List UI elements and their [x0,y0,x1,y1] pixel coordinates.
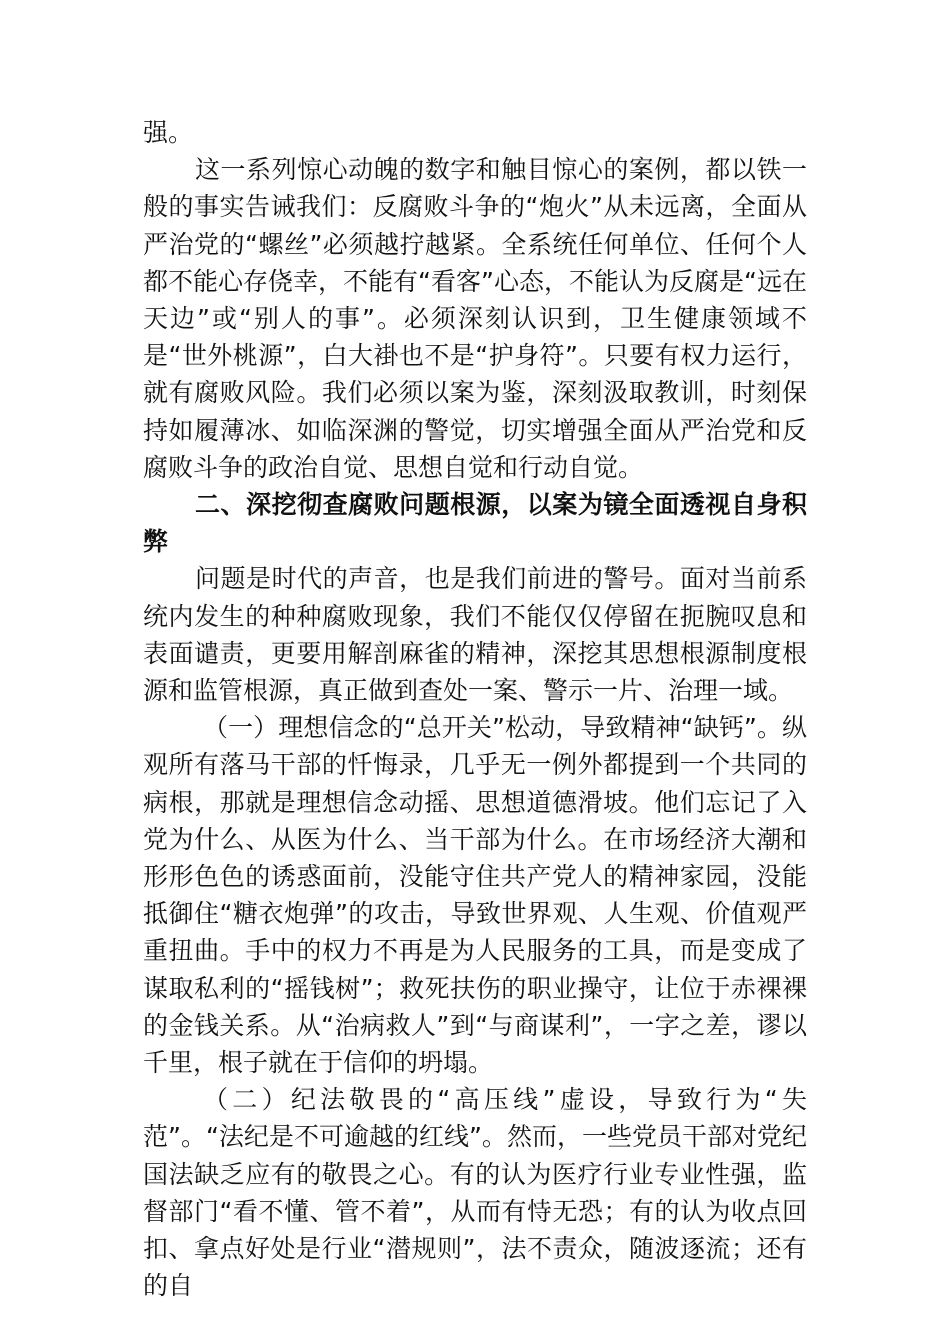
paragraph-continuation: 强。 [143,118,194,147]
section-heading-two: 二、深挖彻查腐败问题根源，以案为镜全面透视自身积弊 [143,490,807,557]
paragraph-point-one: （一）理想信念的“总开关”松动，导致精神“缺钙”。纵观所有落马干部的忏悔录，几乎无一例外都提到一个共同的病根，那就是理想信念动摇、思想道德滑坡。他们忘记了入党为什么、从医为什么、当干部为什么。在市场经济大潮和形形色色的诱惑面前，没能守住共产党人的精神家园，没能抵御住“糖衣炮弹”的攻击，导致世界观、人生观、价值观严重扭曲。手中的权力不再是为人民服务的工具，而是变成了谋取私利的“摇钱树”；救死扶伤的职业操守，让位于赤裸裸的金钱关系。从“治病救人”到“与商谋利”，一字之差，谬以千里，根子就在于信仰的坍塌。 [143,713,807,1078]
paragraph-problem-intro: 问题是时代的声音，也是我们前进的警号。面对当前系统内发生的种种腐败现象，我们不能仅仅停留在扼腕叹息和表面谴责，更要用解剖麻雀的精神，深挖其思想根源制度根源和监管根源，真正做到查处一案、警示一片、治理一域。 [143,564,807,706]
paragraph-warning-facts: 这一系列惊心动魄的数字和触目惊心的案例，都以铁一般的事实告诫我们：反腐败斗争的“炮火”从未远离，全面从严治党的“螺丝”必须越拧越紧。全系统任何单位、任何个人都不能心存侥幸，不能有“看客”心态，不能认为反腐是“远在天边”或“别人的事”。必须深刻认识到，卫生健康领域不是“世外桃源”，白大褂也不是“护身符”。只要有权力运行，就有腐败风险。我们必须以案为鉴，深刻汲取教训，时刻保持如履薄冰、如临深渊的警觉，切实增强全面从严治党和反腐败斗争的政治自觉、思想自觉和行动自觉。 [143,155,807,482]
paragraph-point-two: （二）纪法敬畏的“高压线”虚设，导致行为“失范”。“法纪是不可逾越的红线”。然而，一些党员干部对党纪国法缺乏应有的敬畏之心。有的认为医疗行业专业性强，监督部门“看不懂、管不着”，从而有恃无恐；有的认为收点回扣、拿点好处是行业“潜规则”，法不责众，随波逐流；还有的自 [143,1085,807,1301]
document-body [143,114,807,1305]
